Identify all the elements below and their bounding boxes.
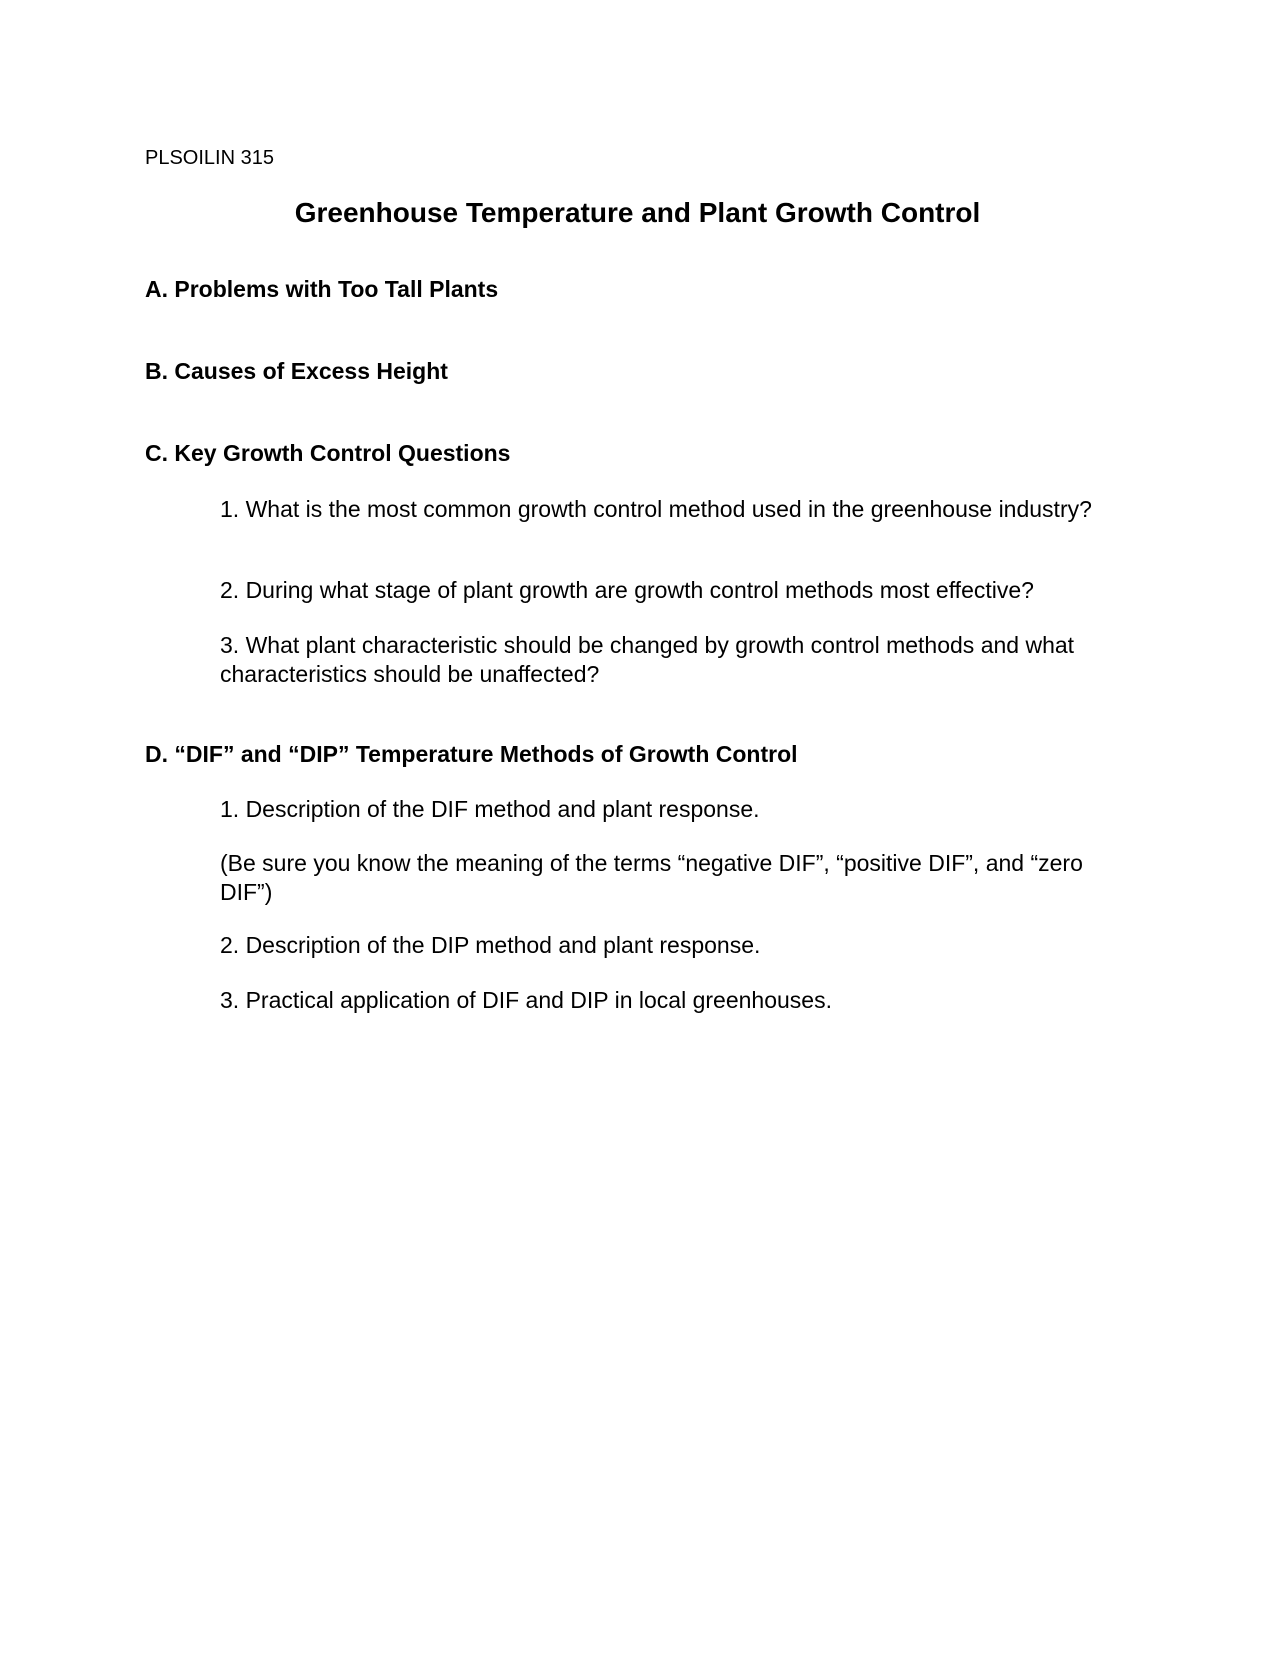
dip-item-2: 2. Description of the DIP method and plant response.: [220, 932, 761, 958]
section-a-heading: A. Problems with Too Tall Plants: [145, 276, 499, 302]
question-2: 2. During what stage of plant growth are growth control methods most effective?: [220, 577, 1034, 603]
application-item-3: 3. Practical application of DIF and DIP in local greenhouses.: [220, 987, 832, 1013]
section-b-heading: B. Causes of Excess Height: [145, 358, 448, 384]
dif-note: (Be sure you know the meaning of the terms “negative DIF”, “positive DIF”, and “zero DIF”): [220, 850, 1083, 905]
page-title: Greenhouse Temperature and Plant Growth Control: [294, 197, 981, 228]
section-c-heading: C. Key Growth Control Questions: [145, 440, 511, 466]
course-code: PLSOILIN 315: [145, 147, 274, 169]
dif-item-1: 1. Description of the DIF method and plant response.: [220, 796, 760, 822]
section-d-heading: D. “DIF” and “DIP” Temperature Methods of Growth Control: [145, 741, 798, 767]
question-3: 3. What plant characteristic should be changed by growth control methods and what characteristics should be unaffected?: [220, 632, 1075, 687]
question-1: 1. What is the most common growth control method used in the greenhouse industry?: [220, 496, 1092, 522]
